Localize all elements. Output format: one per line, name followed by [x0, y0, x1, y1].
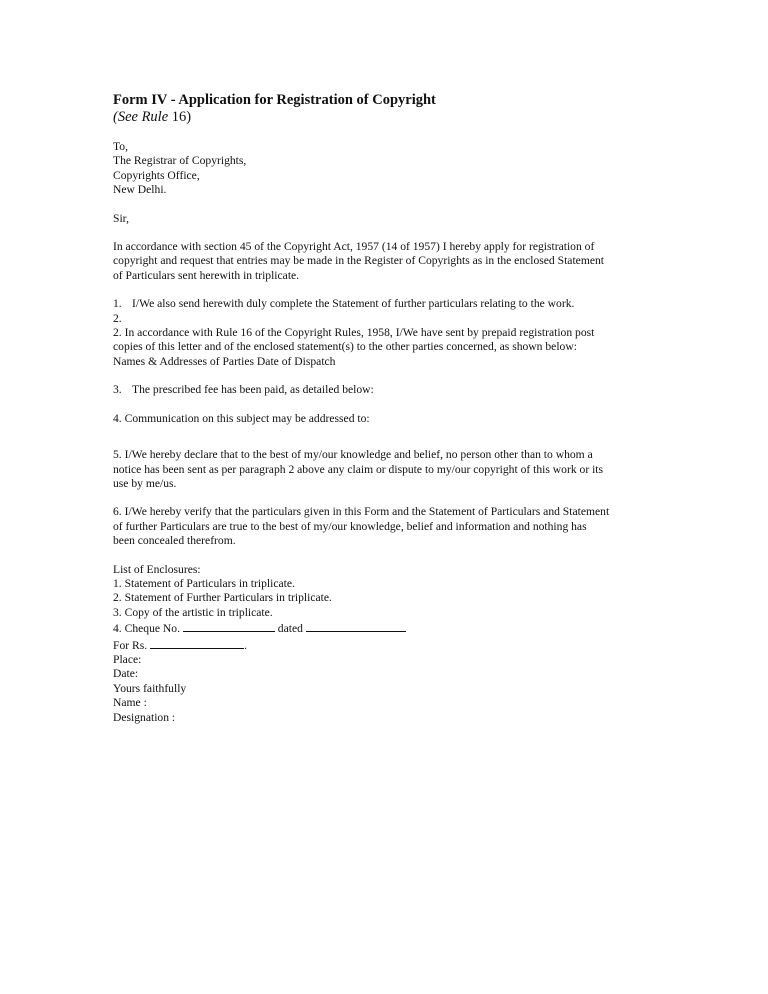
subtitle-rule-number: 16): [168, 109, 192, 125]
item-2-line: 2. In accordance with Rule 16 of the Copyright Rules, 1958, I/We have sent by prepaid registration post: [113, 326, 595, 340]
spacer: [113, 491, 658, 505]
item-5: [113, 448, 658, 491]
closing: Yours faithfully: [113, 681, 187, 695]
spacer: [113, 398, 658, 412]
place-field: Place:: [113, 652, 142, 666]
item-4: 4. Communication on this subject may be addressed to:: [113, 411, 370, 425]
designation-field: Designation :: [113, 710, 176, 724]
intro-line: of Particulars sent herewith in triplicate.: [113, 268, 300, 282]
salutation: Sir,: [113, 211, 129, 225]
cheque-line: [113, 620, 658, 636]
for-rs-label: For Rs.: [113, 638, 148, 652]
enclosures-heading: List of Enclosures:: [113, 562, 201, 576]
spacer: [113, 226, 658, 240]
enclosure-item: 2. Statement of Further Particulars in triplicate.: [113, 591, 332, 605]
address-block: [113, 140, 658, 198]
intro-line: In accordance with section 45 of the Copyright Act, 1957 (14 of 1957) I hereby apply for registration of: [113, 240, 595, 254]
item-6-line: 6. I/We hereby verify that the particulars given in this Form and the Statement of Particulars and Statement: [113, 505, 610, 519]
spacer: [113, 126, 658, 140]
item-1-text: I/We also send herewith duly complete the Statement of further particulars relating to the work.: [132, 297, 575, 311]
form-title: Form IV - Application for Registration of Copyright: [113, 92, 436, 108]
address-line: New Delhi.: [113, 183, 167, 197]
enclosure-item: 3. Copy of the artistic in triplicate.: [113, 605, 273, 619]
item-6-line: been concealed therefrom.: [113, 534, 236, 548]
cheque-label: 4. Cheque No.: [113, 622, 180, 636]
for-rs-line: [113, 637, 658, 653]
item-2: [113, 326, 658, 369]
form-subtitle: [113, 109, 658, 126]
spacer: [113, 198, 658, 212]
cheque-number-blank[interactable]: [183, 620, 275, 632]
address-line: Copyrights Office,: [113, 168, 200, 182]
item-6-line: of further Particulars are true to the best of my/our knowledge, belief and information and nothing has: [113, 519, 587, 533]
enclosures-list: [113, 563, 658, 725]
item-1-number: 1.: [113, 297, 122, 311]
address-line: To,: [113, 140, 128, 153]
date-field: Date:: [113, 667, 139, 681]
name-field: Name :: [113, 696, 147, 710]
intro-paragraph: [113, 240, 658, 283]
application-form: [113, 92, 658, 725]
subtitle-italic: (See Rule: [113, 109, 169, 125]
item-1: [113, 297, 658, 311]
spacer: [113, 426, 658, 448]
for-rs-end: .: [244, 638, 247, 652]
amount-blank[interactable]: [150, 637, 244, 649]
item-5-line: 5. I/We hereby declare that to the best of my/our knowledge and belief, no person other than to whom a: [113, 448, 593, 462]
item-5-line: notice has been sent as per paragraph 2 above any claim or dispute to my/our copyright of this work or its: [113, 462, 604, 476]
enclosure-item: 1. Statement of Particulars in triplicate.: [113, 576, 295, 590]
item-2-blank: 2.: [113, 311, 122, 325]
item-2-line: copies of this letter and of the enclosed statement(s) to the other parties concerned, as shown below:: [113, 340, 577, 354]
item-3-number: 3.: [113, 383, 122, 397]
item-6: [113, 505, 658, 548]
spacer: [113, 369, 658, 383]
spacer: [113, 283, 658, 297]
cheque-date-blank[interactable]: [306, 620, 406, 632]
dated-label: dated: [277, 622, 303, 636]
item-5-line: use by me/us.: [113, 476, 177, 490]
intro-line: copyright and request that entries may be made in the Register of Copyrights as in the enclosed Statement: [113, 254, 604, 268]
spacer: [113, 549, 658, 563]
item-3-text: The prescribed fee has been paid, as detailed below:: [132, 383, 374, 397]
address-line: The Registrar of Copyrights,: [113, 154, 247, 168]
item-3: [113, 383, 658, 397]
item-2-line: Names & Addresses of Parties Date of Dispatch: [113, 354, 336, 368]
